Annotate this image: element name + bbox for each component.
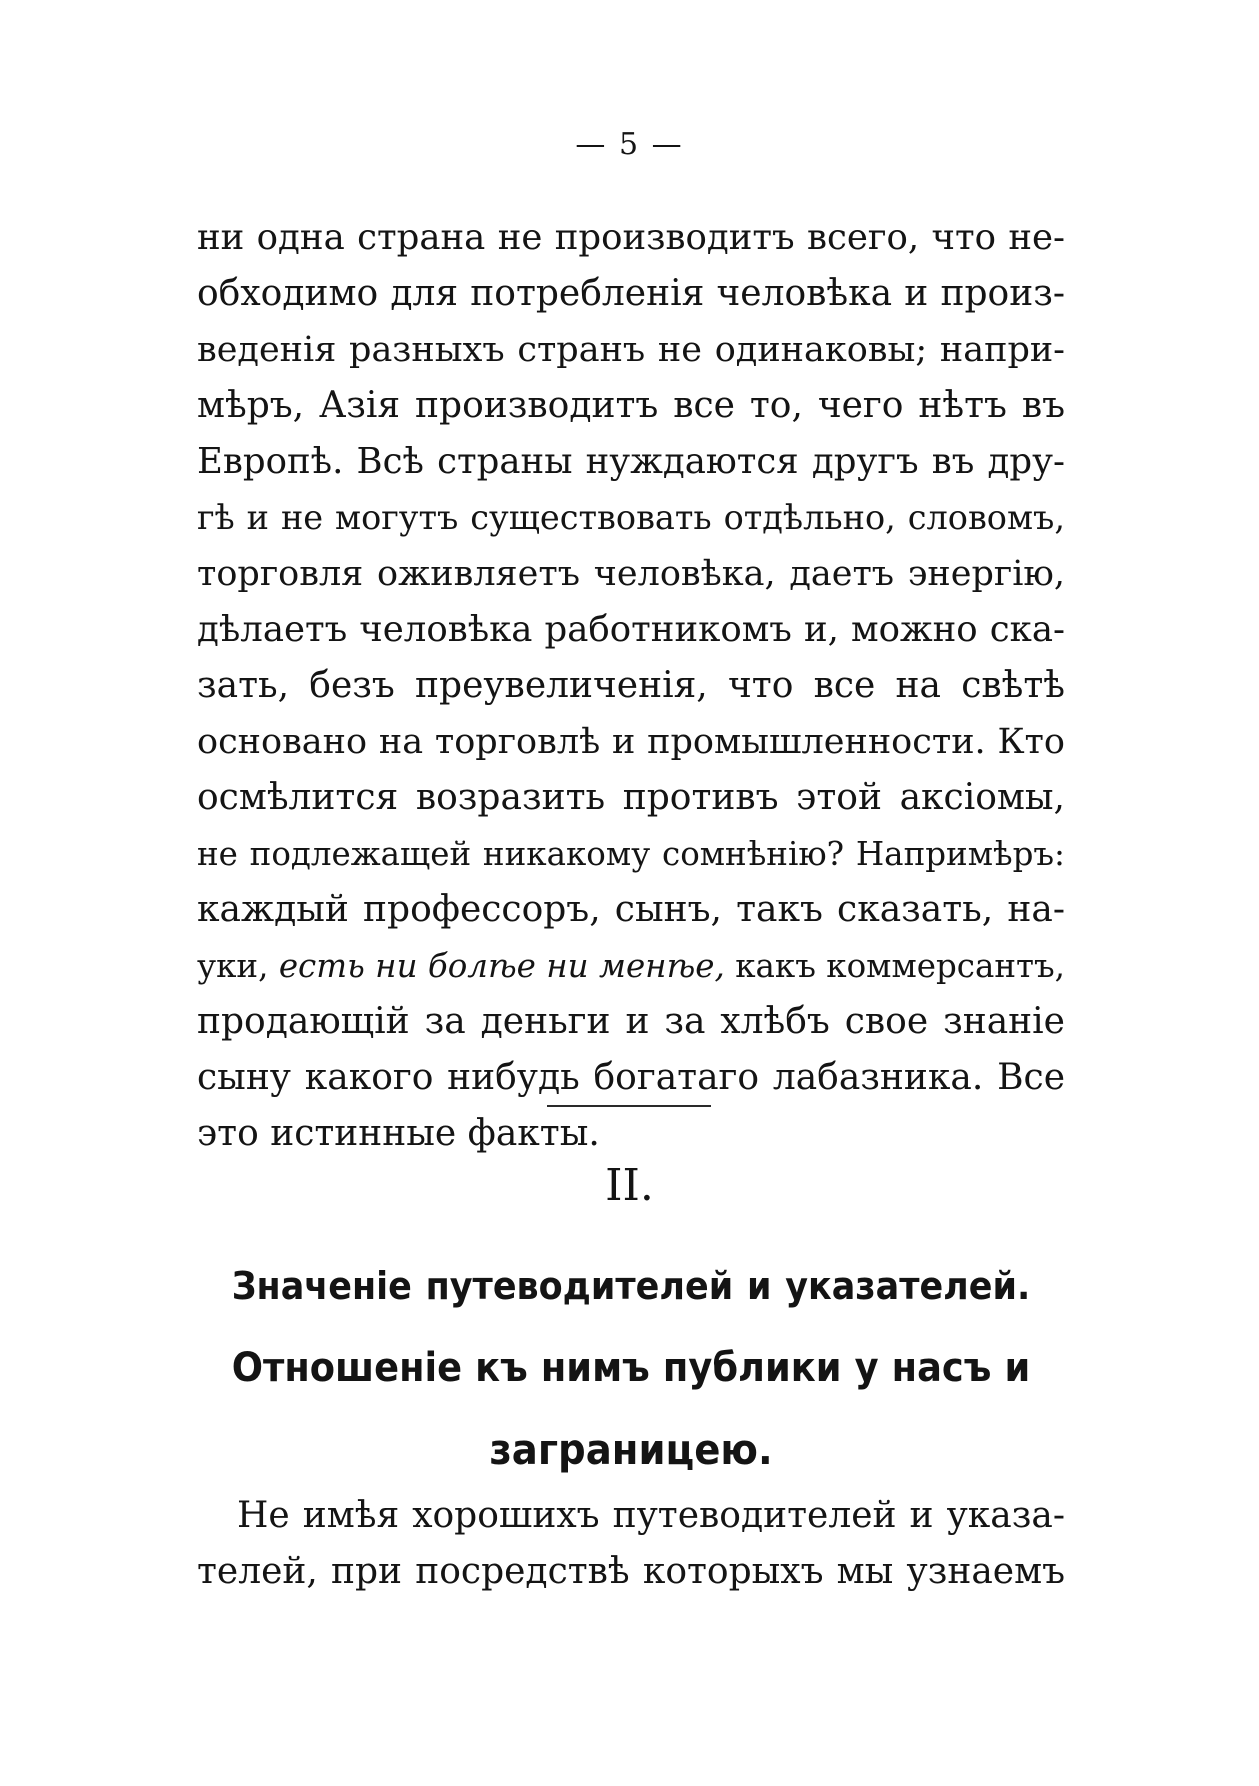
text-line: веденія разныхъ странъ не одинаковы; напри-: [197, 330, 1065, 370]
heading-line: Отношеніе къ нимъ публики у насъ и: [231, 1345, 1031, 1391]
text-line: Европѣ. Всѣ страны нуждаются другъ въ дру-: [197, 441, 1065, 482]
text-line: зать, безъ преувеличенія, что все на свѣтѣ: [197, 665, 1065, 706]
text-line: продающій за деньги и за хлѣбъ свое знаніе: [197, 1001, 1065, 1042]
text-line: осмѣлится возразить противъ этой аксіомы,: [197, 777, 1065, 818]
heading-line: Значеніе путеводителей и указателей.: [231, 1264, 1031, 1308]
text-line: не подлежащей никакому сомнѣнію? Напримѣръ:: [197, 835, 1065, 873]
section-heading: [197, 1245, 1065, 1491]
text-line: мѣръ, Азія производитъ все то, чего нѣтъ въ: [197, 385, 1065, 426]
text-segment: какъ коммерсантъ,: [735, 947, 1065, 985]
text-line: это истинные факты.: [197, 1113, 600, 1154]
text-line: каждый профессоръ, сынъ, такъ сказать, на-: [197, 889, 1065, 930]
page-number: — 5 —: [575, 127, 684, 162]
text-line: дѣлаетъ человѣка работникомъ и, можно ска-: [197, 609, 1065, 650]
text-line: Не имѣя хорошихъ путеводителей и указа-: [237, 1495, 1065, 1536]
body-paragraph: [197, 210, 1065, 1162]
text-line-with-italic: [197, 938, 1065, 994]
section-numeral: II.: [605, 1160, 654, 1211]
heading-line: заграницею.: [489, 1425, 773, 1474]
text-line: основано на торговлѣ и промышленности. Кто: [197, 722, 1065, 762]
text-line: обходимо для потребленія человѣка и произ-: [197, 273, 1065, 314]
section-divider: [547, 1105, 711, 1107]
text-line: сыну какого нибудь богатаго лабазника. Все: [197, 1057, 1065, 1098]
text-line: телей, при посредствѣ которыхъ мы узнаемъ: [197, 1551, 1065, 1592]
text-line: ни одна страна не производитъ всего, что не-: [197, 217, 1065, 258]
section-paragraph: [197, 1488, 1065, 1600]
text-line: торговля оживляетъ человѣка, даетъ энергію,: [197, 554, 1065, 594]
text-line: гѣ и не могутъ существовать отдѣльно, словомъ,: [197, 498, 1065, 537]
italic-phrase: есть ни болѣе ни менѣе,: [278, 947, 725, 985]
text-segment: уки,: [197, 947, 269, 985]
